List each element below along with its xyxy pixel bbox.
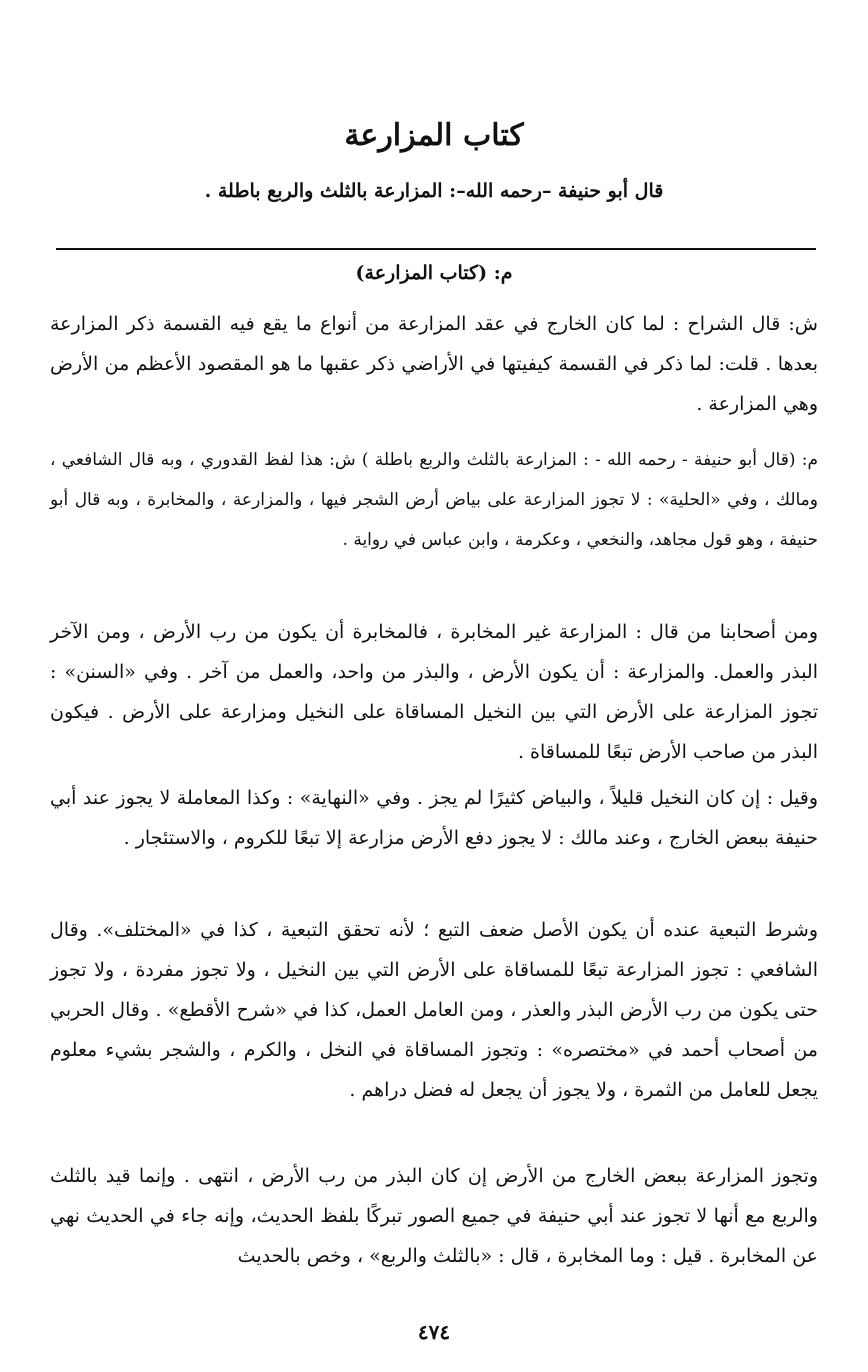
section-divider	[56, 248, 816, 250]
commentary-heading: م: (كتاب المزارعة)	[355, 262, 513, 284]
commentary-paragraph-5: وشرط التبعية عنده أن يكون الأصل ضعف التبع ؛ لأنه تحقق التبعية ، كذا في «المختلف». وقال الشافعي : تجوز المزارعة تبعًا للمساقاة على الأرض التي بين النخيل ، ولا تجوز مفردة ، ولا تجوز حتى يكون من رب الأرض البذر والعذر ، ومن العامل العمل، كذا في «شرح الأقطع» . وقال الحربي من أصحاب أحمد في «مختصره» : وتجوز المساقاة في النخل ، والكرم ، والشجر بشيء معلوم يجعل للعامل من الثمرة ، ولا يجوز أن يجعل له فضل دراهم .	[50, 919, 818, 1101]
matn-opening-line: قال أبو حنيفة –رحمه الله–: المزارعة بالثلث والربع باطلة .	[204, 180, 664, 202]
commentary-paragraph-6: وتجوز المزارعة ببعض الخارج من الأرض إن كان البذر من رب الأرض ، انتهى . وإنما قيد بالثلث والربع مع أنها لا تجوز عند أبي حنيفة في جميع الصور تبركًا بلفظ الحديث، وإنه جاء في الحديث نهي عن المخابرة . قيل : وما المخابرة ، قال : «بالثلث والربع» ، وخص بالحديث	[50, 1165, 818, 1267]
page-number: ٤٧٤	[417, 1320, 451, 1344]
commentary-paragraph-4: وقيل : إن كان النخيل قليلاً ، والبياض كثيرًا لم يجز . وفي «النهاية» : وكذا المعاملة لا يجوز عند أبي حنيفة ببعض الخارج ، وعند مالك : لا يجوز دفع الأرض مزارعة إلا تبعًا للكروم ، والاستئجار .	[50, 787, 818, 849]
book-title: كتاب المزارعة	[344, 118, 524, 153]
commentary-paragraph-1: ش: قال الشراح : لما كان الخارج في عقد المزارعة من أنواع ما يقع فيه القسمة ذكر المزارعة بعدها . قلت: لما ذكر في القسمة كيفيتها في الأراضي ذكر عقبها ما هو المقصود الأعظم من الأرض وهي المزارعة .	[50, 313, 818, 415]
commentary-paragraph-3: ومن أصحابنا من قال : المزارعة غير المخابرة ، فالمخابرة أن يكون من رب الأرض ، ومن الآخر البذر والعمل. والمزارعة : أن يكون الأرض ، والبذر من واحد، والعمل من آخر . وفي «السنن» : تجوز المزارعة على الأرض التي بين النخيل المساقاة على النخيل ومزارعة على الأرض . فيكون البذر من صاحب الأرض تبعًا للمساقاة .	[50, 621, 818, 763]
commentary-paragraph-2: م: (قال أبو حنيفة - رحمه الله - : المزارعة بالثلث والربع باطلة ) ش: هذا لفظ القدوري ، وبه قال الشافعي ، ومالك ، وفي «الحلية» : لا تجوز المزارعة على بياض أرض الشجر فيها ، والمزارعة ، والمخابرة ، وبه قال أبو حنيفة ، وهو قول مجاهد، والنخعي ، وعكرمة ، وابن عباس في رواية .	[50, 450, 818, 550]
